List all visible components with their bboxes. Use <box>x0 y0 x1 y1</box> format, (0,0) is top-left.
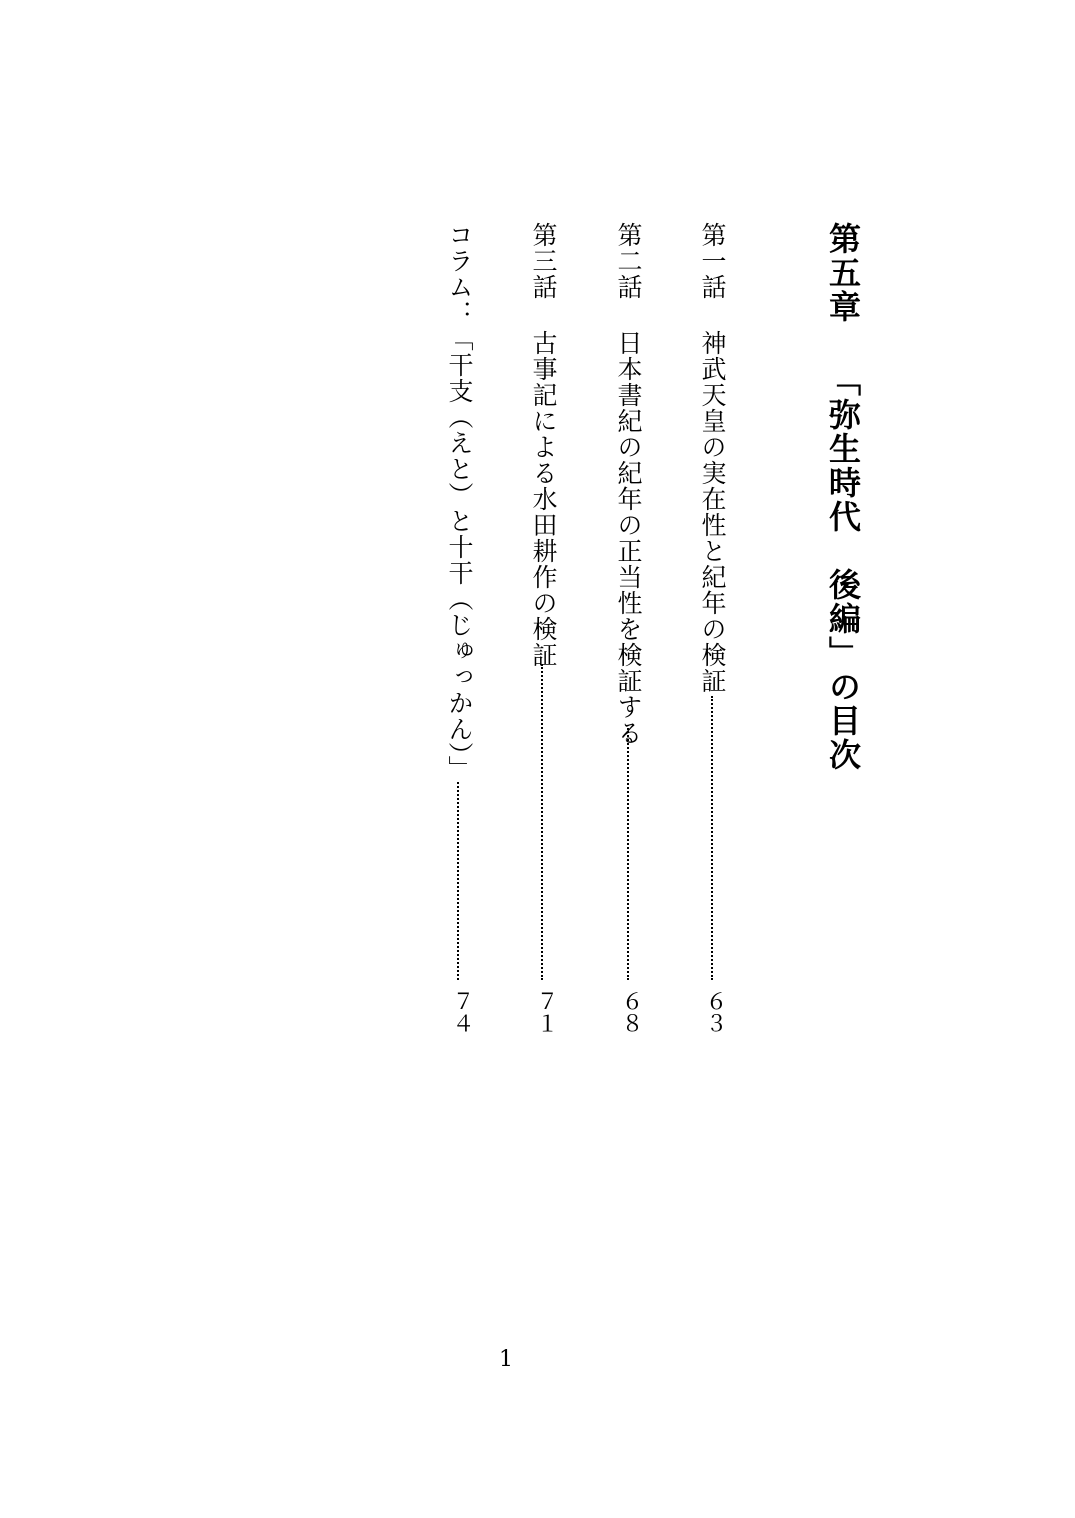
toc-entry-2[interactable] <box>616 222 641 746</box>
toc-entry-3-page: ７１ <box>533 990 558 1034</box>
page-number: 1 <box>499 1347 513 1372</box>
toc-entry-4-title: 「干支（えと）と十干（じゅっかん）」 <box>445 326 474 782</box>
toc-entry-4-leader <box>457 782 459 980</box>
toc-entry-3-title: 古事記による水田耕作の検証 <box>529 330 558 668</box>
toc-entry-2-title: 日本書紀の紀年の正当性を検証する <box>614 330 643 746</box>
toc-title: 第五章 「弥生時代 後編」の目次 <box>824 222 862 772</box>
toc-entry-1-title: 神武天皇の実在性と紀年の検証 <box>698 330 727 694</box>
toc-entry-1-leader <box>711 696 713 980</box>
toc-entry-3-number: 第三話 <box>529 222 558 300</box>
toc-entry-3-leader <box>541 664 543 980</box>
toc-entry-2-leader <box>627 728 629 980</box>
toc-entry-1-number: 第一話 <box>698 222 727 300</box>
toc-entry-1[interactable] <box>700 222 725 694</box>
toc-entry-1-page: ６３ <box>702 990 727 1034</box>
toc-entry-4[interactable] <box>447 222 472 782</box>
toc-entry-4-page: ７４ <box>449 990 474 1034</box>
toc-entry-2-page: ６８ <box>618 990 643 1034</box>
toc-entry-4-number: コラム： <box>445 222 474 326</box>
toc-entry-2-number: 第二話 <box>614 222 643 300</box>
toc-entry-3[interactable] <box>531 222 556 668</box>
